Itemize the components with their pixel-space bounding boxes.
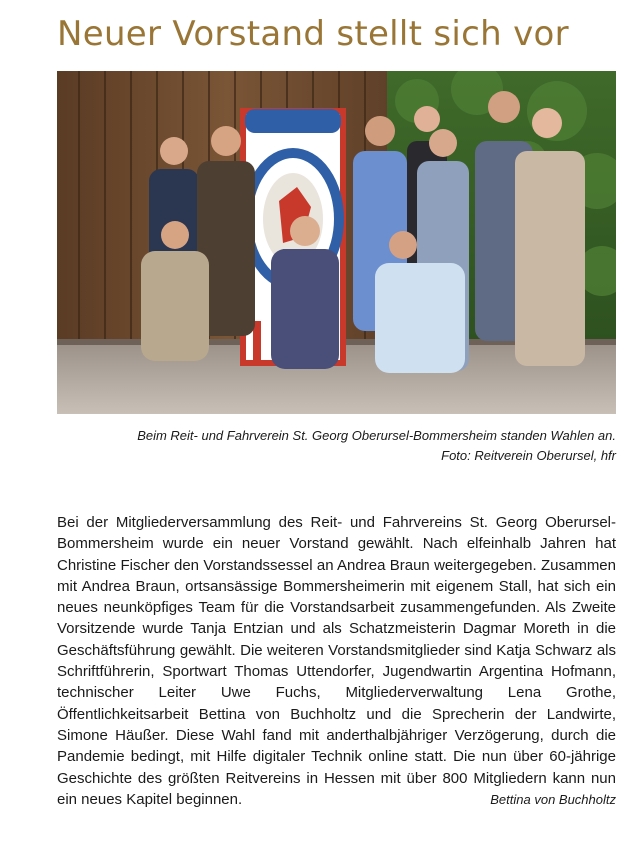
group-photo bbox=[57, 71, 616, 414]
headline: Neuer Vorstand stellt sich vor bbox=[57, 14, 569, 54]
article-body bbox=[57, 512, 616, 810]
caption-text: Beim Reit- und Fahrverein St. Georg Oberursel-Bommersheim standen Wahlen an. bbox=[137, 428, 616, 443]
photo-credit: Foto: Reitverein Oberursel, hfr bbox=[441, 448, 616, 463]
article-text: Bei der Mitgliederversammlung des Reit- und Fahrvereins St. Georg Oberursel-Bommersheim wurde ein neuer Vorstand gewählt. Nach elfeinhalb Jahren hat Christine Fischer den Vorstandssessel an Andrea Braun weitergegeben. Zusammen mit Andrea Braun, ortsansässige Bommersheimerin mit eigenem Stall, hat sich ein neues neunköpfiges Team für die Vorstandsarbeit zusammengefunden. Als Zweite Vorsitzende wurde Tanja Entzian und als Schatzmeisterin Dagmar Moreth in die Geschäftsführung gewählt. Die weiteren Vorstandsmitglieder sind Katja Schwarz als Schriftführerin, Sportwart Thomas Uttendorfer, Jugendwartin Argentina Hofmann, technischer Leiter Uwe Fuchs, Mitgliederverwaltung Lena Grothe, Öffentlichkeitsarbeit Bettina von Buchholtz und die Sprecherin der Landwirte, Simone Häußer. Diese Wahl fand mit anderthalbjähriger Verzögerung, durch die Pandemie bedingt, mit Hilfe digitaler Technik online statt. Die nun über 60-jährige Geschichte des größten Reitvereins in Hessen mit über 800 Mitgliedern kann nun ein neues Kapitel beginnen. bbox=[57, 514, 616, 808]
author-signature: Bettina von Buchholtz bbox=[490, 791, 616, 807]
photo-caption bbox=[57, 426, 616, 466]
